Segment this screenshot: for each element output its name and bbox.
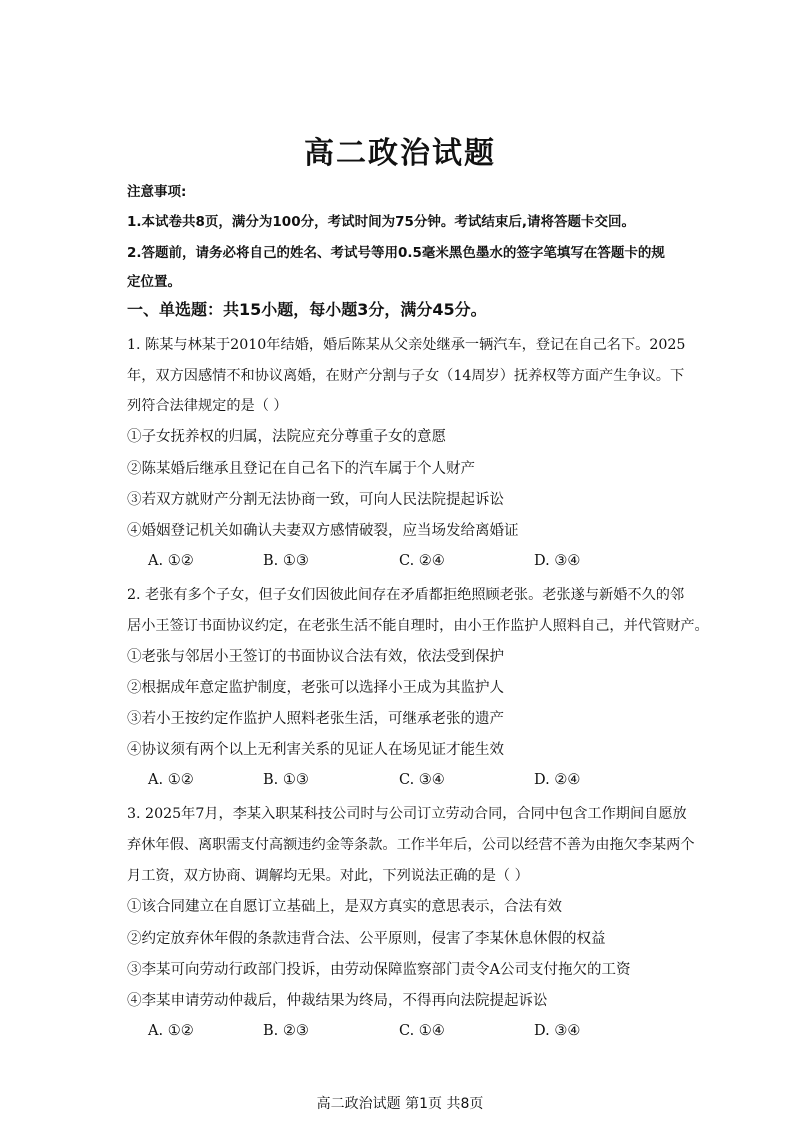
question-2-option-a: A. ①② bbox=[148, 772, 194, 788]
section-heading: 一、单选题：共15小题，每小题3分，满分45分。 bbox=[127, 300, 487, 319]
question-2-options bbox=[148, 772, 708, 792]
question-2-line-1: 2. 老张有多个子女，但子女们因彼此间存在矛盾都拒绝照顾老张。老张遂与新婚不久的邻 bbox=[127, 587, 685, 603]
page-title: 高二政治试题 bbox=[304, 136, 496, 171]
question-3-item-1: ①该合同建立在自愿订立基础上，是双方真实的意思表示，合法有效 bbox=[127, 899, 562, 915]
question-2-option-c: C. ③④ bbox=[399, 772, 445, 788]
question-1-options bbox=[148, 553, 708, 573]
question-1-line-1: 1. 陈某与林某于2010年结婚，婚后陈某从父亲处继承一辆汽车，登记在自己名下。2025 bbox=[127, 337, 686, 353]
question-3-options bbox=[148, 1023, 708, 1043]
question-1-line-2: 年，双方因感情不和协议离婚，在财产分割与子女（14周岁）抚养权等方面产生争议。下 bbox=[127, 368, 685, 384]
question-1-option-b: B. ①③ bbox=[263, 553, 309, 569]
question-3-option-c: C. ①④ bbox=[399, 1023, 445, 1039]
question-1-item-3: ③若双方就财产分割无法协商一致，可向人民法院提起诉讼 bbox=[127, 492, 504, 508]
question-3-item-4: ④李某申请劳动仲裁后，仲裁结果为终局，不得再向法院提起诉讼 bbox=[127, 993, 548, 1009]
question-2-line-2: 居小王签订书面协议约定，在老张生活不能自理时，由小王作监护人照料自己，并代管财产。 bbox=[127, 618, 709, 634]
question-2-item-1: ①老张与邻居小王签订的书面协议合法有效，依法受到保护 bbox=[127, 649, 504, 665]
question-3-line-3: 月工资，双方协商、调解均无果。对此，下列说法正确的是（ ） bbox=[127, 868, 529, 884]
notes-item-2-line-1: 2.答题前，请务必将自己的姓名、考试号等用0.5毫米黑色墨水的签字笔填写在答题卡的规 bbox=[127, 245, 665, 261]
question-1-item-1: ①子女抚养权的归属，法院应充分尊重子女的意愿 bbox=[127, 429, 446, 445]
notes-item-2-line-2: 定位置。 bbox=[127, 274, 181, 290]
question-3-item-2: ②约定放弃休年假的条款违背合法、公平原则，侵害了李某休息休假的权益 bbox=[127, 931, 606, 947]
question-1-option-d: D. ③④ bbox=[534, 553, 581, 569]
question-3-item-3: ③李某可向劳动行政部门投诉，由劳动保障监察部门责令A公司支付拖欠的工资 bbox=[127, 962, 631, 978]
question-2-item-4: ④协议须有两个以上无利害关系的见证人在场见证才能生效 bbox=[127, 742, 504, 758]
question-1-item-4: ④婚姻登记机关如确认夫妻双方感情破裂，应当场发给离婚证 bbox=[127, 523, 519, 539]
question-1-option-c: C. ②④ bbox=[399, 553, 445, 569]
notes-heading: 注意事项: bbox=[127, 184, 187, 200]
notes-item-1: 1.本试卷共8页，满分为100分，考试时间为75分钟。考试结束后,请将答题卡交回。 bbox=[127, 214, 636, 230]
question-1-item-2: ②陈某婚后继承且登记在自己名下的汽车属于个人财产 bbox=[127, 461, 475, 477]
question-3-line-1: 3. 2025年7月，李某入职某科技公司时与公司订立劳动合同，合同中包含工作期间自愿放 bbox=[127, 806, 687, 822]
question-3-option-a: A. ①② bbox=[148, 1023, 194, 1039]
question-1-option-a: A. ①② bbox=[148, 553, 194, 569]
page-footer: 高二政治试题 第1页 共8页 bbox=[316, 1096, 484, 1112]
question-1-line-3: 列符合法律规定的是（ ） bbox=[127, 398, 288, 414]
question-3-line-2: 弃休年假、离职需支付高额违约金等条款。工作半年后，公司以经营不善为由拖欠李某两个 bbox=[127, 837, 695, 853]
question-3-option-d: D. ③④ bbox=[534, 1023, 581, 1039]
question-2-item-3: ③若小王按约定作监护人照料老张生活，可继承老张的遗产 bbox=[127, 711, 504, 727]
question-3-option-b: B. ②③ bbox=[263, 1023, 309, 1039]
question-2-option-b: B. ①③ bbox=[263, 772, 309, 788]
question-2-option-d: D. ②④ bbox=[534, 772, 581, 788]
question-2-item-2: ②根据成年意定监护制度，老张可以选择小王成为其监护人 bbox=[127, 680, 504, 696]
